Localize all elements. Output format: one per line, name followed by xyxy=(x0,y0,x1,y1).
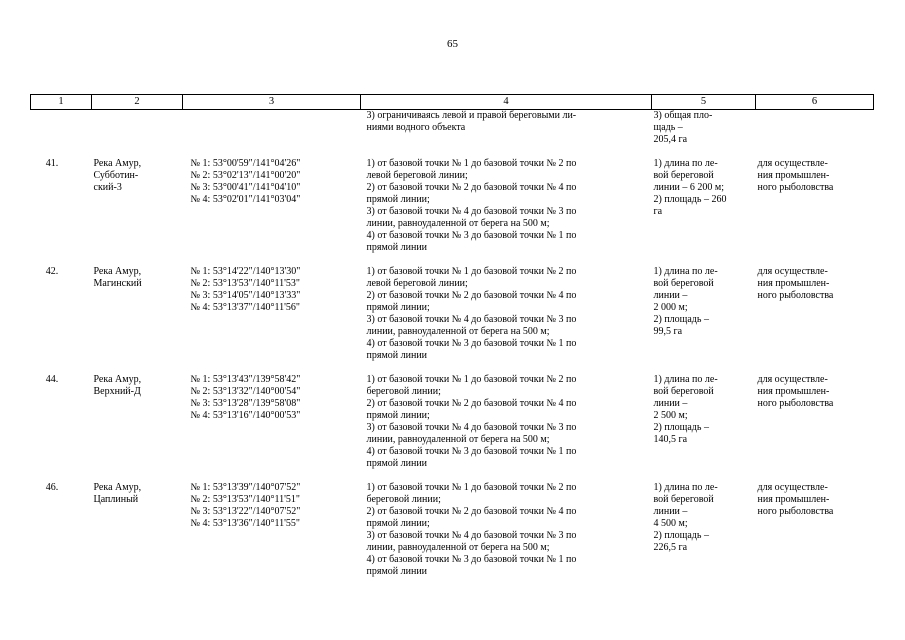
column-header-5: 5 xyxy=(652,95,756,110)
boundary-description-cell: 1) от базовой точки № 1 до базовой точки № 2 по левой береговой линии; 2) от базовой точки № 2 до базовой точки № 4 по прямой линии; 3) от базовой точки № 4 до базовой точки № 3 по линии, равноудаленной от берега на 500 м; 4) от базовой точки № 3 до базовой точки № 1 по прямой линии xyxy=(366,158,577,253)
purpose-cell: для осуществле- ния промышлен- ного рыболовства xyxy=(757,158,834,193)
fishing-areas-table xyxy=(30,94,874,578)
coordinates-cell: № 1: 53°00'59"/141°04'26" № 2: 53°02'13"/141°00'20" № 3: 53°00'41"/141°04'10" № 4: 53°02'01"/141°03'04" xyxy=(190,158,301,205)
area-parameters-cell: 1) длина по ле- вой береговой линии – 2 000 м; 2) площадь – 99,5 га xyxy=(653,266,718,337)
column-header-2: 2 xyxy=(92,95,183,110)
row-number-cell: 44. xyxy=(45,374,59,385)
water-body-name-cell: Река Амур, Цаплиный xyxy=(93,482,142,505)
coordinates-cell: № 1: 53°13'39"/140°07'52" № 2: 53°13'53"/140°11'51" № 3: 53°13'22"/140°07'52" № 4: 53°13'36"/140°11'55" xyxy=(190,482,301,529)
purpose-cell: для осуществле- ния промышлен- ного рыболовства xyxy=(757,266,834,301)
coordinates-cell: № 1: 53°14'22"/140°13'30" № 2: 53°13'53"/140°11'53" № 3: 53°14'05"/140°13'33" № 4: 53°13'37"/140°11'56" xyxy=(190,266,301,313)
boundary-description-cell: 1) от базовой точки № 1 до базовой точки № 2 по левой береговой линии; 2) от базовой точки № 2 до базовой точки № 4 по прямой линии; 3) от базовой точки № 4 до базовой точки № 3 по линии, равноудаленной от берега на 500 м; 4) от базовой точки № 3 до базовой точки № 1 по прямой линии xyxy=(366,266,577,361)
table-row-42 xyxy=(31,254,874,362)
column-header-3: 3 xyxy=(183,95,361,110)
boundary-description-cell: 1) от базовой точки № 1 до базовой точки № 2 по береговой линии; 2) от базовой точки № 2 до базовой точки № 4 по прямой линии; 3) от базовой точки № 4 до базовой точки № 3 по линии, равноудаленной от берега на 500 м; 4) от базовой точки № 3 до базовой точки № 1 по прямой линии xyxy=(366,482,577,577)
purpose-cell xyxy=(756,110,874,147)
column-header-6: 6 xyxy=(756,95,874,110)
column-number-row xyxy=(31,95,874,110)
row-number-cell: 42. xyxy=(45,266,59,277)
boundary-description-cell: 3) ограничиваясь левой и правой береговыми ли- ниями водного объекта xyxy=(366,110,577,133)
purpose-cell: для осуществле- ния промышлен- ного рыболовства xyxy=(757,374,834,409)
area-parameters-cell: 3) общая пло- щадь – 205,4 га xyxy=(653,110,713,145)
area-parameters-cell: 1) длина по ле- вой береговой линии – 6 200 м; 2) площадь – 260 га xyxy=(653,158,727,217)
row-number-cell: 41. xyxy=(45,158,59,169)
area-parameters-cell: 1) длина по ле- вой береговой линии – 2 500 м; 2) площадь – 140,5 га xyxy=(653,374,718,445)
water-body-name-cell: Река Амур, Верхний-Д xyxy=(93,374,142,397)
row-number-cell xyxy=(31,110,92,147)
water-body-name-cell: Река Амур, Магинский xyxy=(93,266,142,289)
page-number: 65 xyxy=(447,38,458,50)
table-row-41 xyxy=(31,146,874,254)
table-row-44 xyxy=(31,362,874,470)
row-number-cell: 46. xyxy=(45,482,59,493)
boundary-description-cell: 1) от базовой точки № 1 до базовой точки № 2 по береговой линии; 2) от базовой точки № 2 до базовой точки № 4 по прямой линии; 3) от базовой точки № 4 до базовой точки № 3 по линии, равноудаленной от берега на 500 м; 4) от базовой точки № 3 до базовой точки № 1 по прямой линии xyxy=(366,374,577,469)
column-header-1: 1 xyxy=(31,95,92,110)
table-header xyxy=(31,95,874,110)
column-header-4: 4 xyxy=(361,95,652,110)
table-row-46 xyxy=(31,470,874,578)
purpose-cell: для осуществле- ния промышлен- ного рыболовства xyxy=(757,482,834,517)
water-body-name-cell: Река Амур, Субботин- ский-3 xyxy=(93,158,142,193)
table-row-continuation xyxy=(31,110,874,147)
coordinates-cell xyxy=(183,110,361,147)
coordinates-cell: № 1: 53°13'43"/139°58'42" № 2: 53°13'32"/140°00'54" № 3: 53°13'28"/139°58'08" № 4: 53°13'16"/140°00'53" xyxy=(190,374,301,421)
water-body-name-cell xyxy=(92,110,183,147)
table-body xyxy=(31,110,874,579)
area-parameters-cell: 1) длина по ле- вой береговой линии – 4 500 м; 2) площадь – 226,5 га xyxy=(653,482,718,553)
